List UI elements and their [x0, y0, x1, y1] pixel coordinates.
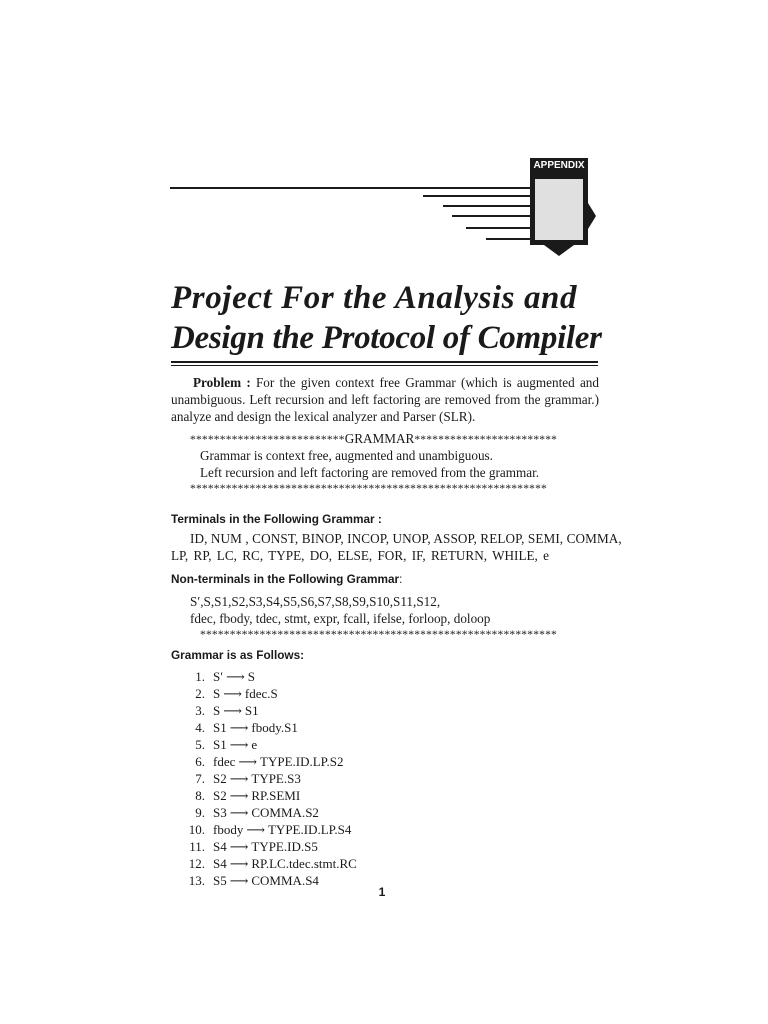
grammar-rule-number: 5.	[195, 737, 205, 752]
grammar-rule-production	[213, 821, 351, 838]
production-arrow-icon: ⟶	[229, 737, 249, 752]
grammar-rule-production	[213, 855, 357, 872]
grammar-rule-number: 12.	[188, 856, 205, 871]
grammar-rule-rhs: TYPE.ID.LP.S2	[260, 754, 344, 769]
grammar-rule-number: 3.	[195, 703, 205, 718]
grammar-rule-lhs: S1	[213, 737, 227, 752]
production-arrow-icon: ⟶	[238, 754, 258, 769]
header-rule-short-4	[466, 227, 530, 229]
appendix-tab-inner	[535, 179, 583, 240]
grammar-rule-production	[213, 702, 259, 719]
terminals-heading: Terminals in the Following Grammar :	[171, 512, 382, 526]
grammar-rule-rhs: fbody.S1	[251, 720, 298, 735]
nonterminals-heading-row	[171, 572, 402, 586]
grammar-rule-lhs: S5	[213, 873, 227, 888]
grammar-rule-number: 1.	[195, 669, 205, 684]
grammar-rule-number: 9.	[195, 805, 205, 820]
grammar-rule-rhs: fdec.S	[244, 686, 278, 701]
grammar-rule-rhs: COMMA.S4	[251, 873, 319, 888]
production-arrow-icon: ⟶	[223, 686, 242, 701]
title-underline-1	[171, 361, 598, 363]
terminals-line-2: LP, RP, LC, RC, TYPE, DO, ELSE, FOR, IF, RETURN, WHILE, e	[171, 548, 550, 563]
production-arrow-icon: ⟶	[229, 805, 249, 820]
grammar-rule-rhs: TYPE.ID.LP.S4	[267, 822, 352, 837]
grammar-rule-number: 4.	[195, 720, 205, 735]
grammar-rule-production	[213, 838, 318, 855]
grammar-rule-lhs: S3	[213, 805, 227, 820]
production-arrow-icon: ⟶	[229, 856, 249, 871]
nonterminals-heading: Non-terminals in the Following Grammar	[171, 572, 400, 586]
nonterminals-line-2: fdec, fbody, tdec, stmt, expr, fcall, ifelse, forloop, doloop	[190, 611, 491, 626]
nonterminals-heading-colon: :	[399, 572, 403, 586]
grammar-rule-lhs: S1	[213, 720, 227, 735]
grammar-rule-number: 8.	[195, 788, 205, 803]
grammar-rule-production	[213, 804, 319, 821]
grammar-rule-lhs: S′	[213, 669, 224, 684]
grammar-rule-number: 2.	[195, 686, 205, 701]
grammar-rule-lhs: S2	[213, 771, 227, 786]
page-number: 1	[378, 885, 386, 899]
header-rule-short-1	[423, 195, 530, 197]
production-arrow-icon: ⟶	[229, 720, 249, 735]
grammar-stars-top: **************************GRAMMAR************************	[190, 431, 558, 446]
grammar-rule-number: 7.	[195, 771, 205, 786]
terminals-line-1: ID, NUM , CONST, BINOP, INCOP, UNOP, ASSOP, RELOP, SEMI, COMMA,	[190, 531, 622, 546]
grammar-rule-production	[213, 872, 319, 889]
header-rule-short-2	[443, 205, 530, 207]
production-arrow-icon: ⟶	[229, 788, 249, 803]
production-arrow-icon: ⟶	[229, 839, 249, 854]
grammar-rule-number: 13.	[188, 873, 205, 888]
header-rule-long	[170, 187, 530, 189]
grammar-rule-number: 11.	[189, 839, 205, 854]
grammar-rule-number: 10.	[188, 822, 205, 837]
grammar-rule-rhs: RP.LC.tdec.stmt.RC	[251, 856, 357, 871]
grammar-rule-production	[213, 770, 301, 787]
header-rule-short-5	[486, 238, 530, 240]
grammar-note-line-1: Grammar is context free, augmented and unambiguous.	[200, 448, 493, 463]
problem-paragraph	[171, 374, 599, 425]
grammar-rule-lhs: S4	[213, 856, 227, 871]
grammar-rule-production	[213, 736, 257, 753]
grammar-rule-rhs: COMMA.S2	[251, 805, 319, 820]
grammar-rule-rhs: TYPE.S3	[251, 771, 301, 786]
grammar-stars-bottom: ************************************************************	[190, 483, 547, 495]
grammar-rule-production	[213, 719, 298, 736]
title-underline-2	[171, 365, 598, 366]
grammar-rule-rhs: TYPE.ID.S5	[251, 839, 318, 854]
grammar-rule-lhs: fbody	[213, 822, 244, 837]
grammar-rule-lhs: S4	[213, 839, 227, 854]
title-line-1: Project For the Analysis and	[171, 280, 578, 316]
nonterminals-stars: ************************************************************	[200, 629, 557, 641]
header-rule-short-3	[452, 215, 530, 217]
grammar-rule-rhs: RP.SEMI	[251, 788, 301, 803]
grammar-note-line-2: Left recursion and left factoring are removed from the grammar.	[200, 465, 540, 480]
appendix-tab-arrow-right	[588, 203, 596, 229]
nonterminals-line-1: S′,S,S1,S2,S3,S4,S5,S6,S7,S8,S9,S10,S11,S12,	[190, 594, 441, 609]
grammar-rules-heading: Grammar is as Follows:	[171, 648, 305, 662]
grammar-rule-number: 6.	[195, 754, 205, 769]
grammar-rule-lhs: S	[213, 686, 221, 701]
grammar-rule-lhs: S	[213, 703, 221, 718]
production-arrow-icon: ⟶	[229, 771, 249, 786]
grammar-rule-rhs: S	[247, 669, 255, 684]
production-arrow-icon: ⟶	[229, 873, 249, 888]
grammar-rule-lhs: fdec	[213, 754, 236, 769]
grammar-rule-production	[213, 668, 255, 685]
production-arrow-icon: ⟶	[226, 669, 245, 684]
grammar-label: GRAMMAR	[344, 431, 415, 446]
grammar-rule-production	[213, 685, 278, 702]
grammar-rule-lhs: S2	[213, 788, 227, 803]
production-arrow-icon: ⟶	[246, 822, 265, 837]
problem-lead: Problem :	[193, 375, 251, 390]
appendix-tab-arrow-down	[544, 245, 574, 256]
grammar-rule-rhs: e	[251, 737, 258, 752]
problem-text: For the given context free Grammar (which is augmented and unambiguous. Left recursion and left factoring are removed from the grammar.) analyze and design the lexical analyzer and Parser (SLR).	[171, 375, 599, 424]
title-line-2: Design the Protocol of Compiler	[171, 320, 602, 356]
grammar-rule-production	[213, 753, 343, 770]
production-arrow-icon: ⟶	[223, 703, 242, 718]
appendix-tab-label: APPENDIX	[530, 158, 588, 174]
grammar-rule-rhs: S1	[244, 703, 259, 718]
grammar-rule-production	[213, 787, 300, 804]
